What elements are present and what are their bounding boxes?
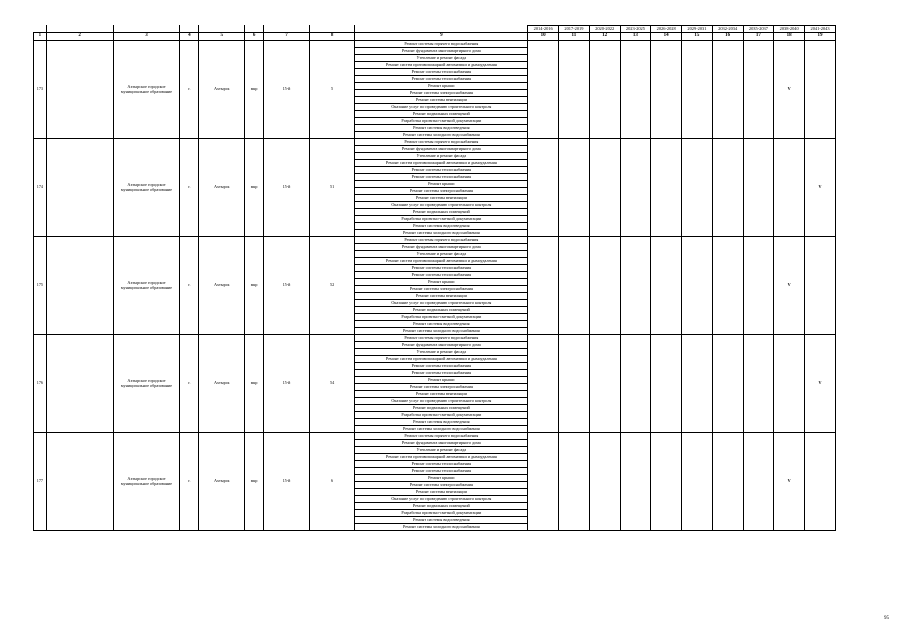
- period-cell: [743, 335, 774, 433]
- municipality-name: Ахтырское городское муниципальное образование: [113, 237, 180, 335]
- work-type: Утепление и ремонт фасада: [355, 55, 528, 62]
- period-cell: [651, 41, 682, 139]
- column-number: 18: [774, 33, 805, 41]
- locality-name: Ахтырск: [199, 41, 245, 139]
- period-cell: [528, 335, 559, 433]
- period-mark: V: [774, 433, 805, 531]
- work-type: Оказание услуг по проведению строительного контроля: [355, 300, 528, 307]
- locality-name: Ахтырск: [199, 139, 245, 237]
- work-type: Ремонт системы холодного водоснабжения: [355, 230, 528, 237]
- header-blank-cell: [245, 26, 264, 33]
- work-type: Ремонт системы вентиляции: [355, 489, 528, 496]
- period-cell: [559, 237, 590, 335]
- work-type: Ремонт системы водоотведения: [355, 419, 528, 426]
- period-mark: V: [805, 139, 836, 237]
- work-type: Утепление и ремонт фасада: [355, 349, 528, 356]
- work-type: Ремонт крыши: [355, 475, 528, 482]
- work-type: Ремонт подвальных помещений: [355, 209, 528, 216]
- work-type: Ремонт фундамента многоквартирного дома: [355, 146, 528, 153]
- work-type: Ремонт системы электроснабжения: [355, 482, 528, 489]
- period-cell: [528, 41, 559, 139]
- column-number: 13: [620, 33, 651, 41]
- house-number: 5: [309, 41, 355, 139]
- street-name: 15-й: [264, 41, 310, 139]
- header-blank-cell: [309, 26, 355, 33]
- street-type: мкр: [245, 41, 264, 139]
- work-type: Ремонт системы электроснабжения: [355, 286, 528, 293]
- locality-type: г.: [180, 237, 199, 335]
- header-blank-cell: [264, 26, 310, 33]
- period-header: 2014-2016: [528, 26, 559, 33]
- period-header: 2032-2034: [712, 26, 743, 33]
- period-cell: [712, 41, 743, 139]
- period-cell: [559, 139, 590, 237]
- locality-type: г.: [180, 139, 199, 237]
- row-number: 177: [34, 433, 47, 531]
- period-cell: [682, 335, 713, 433]
- period-cell: [712, 139, 743, 237]
- header-blank-cell: [180, 26, 199, 33]
- work-type: Ремонт системы горячего водоснабжения: [355, 237, 528, 244]
- locality-name: Ахтырск: [199, 433, 245, 531]
- period-cell: [620, 139, 651, 237]
- street-name: 15-й: [264, 237, 310, 335]
- period-cell: [712, 237, 743, 335]
- period-cell: [682, 139, 713, 237]
- street-name: 15-й: [264, 335, 310, 433]
- period-cell: [651, 237, 682, 335]
- row-number: 176: [34, 335, 47, 433]
- empty-cell: [46, 433, 113, 531]
- period-cell: [528, 139, 559, 237]
- empty-cell: [46, 139, 113, 237]
- column-number: 11: [559, 33, 590, 41]
- street-type: мкр: [245, 237, 264, 335]
- work-type: Ремонт системы водоотведения: [355, 517, 528, 524]
- period-cell: [805, 237, 836, 335]
- work-type: Разработка проектно-сметной документации: [355, 314, 528, 321]
- work-type: Ремонт системы теплоснабжения: [355, 468, 528, 475]
- period-header: 2038-2040: [774, 26, 805, 33]
- street-name: 15-й: [264, 139, 310, 237]
- locality-name: Ахтырск: [199, 335, 245, 433]
- work-type: Разработка проектно-сметной документации: [355, 412, 528, 419]
- work-type: Ремонт подвальных помещений: [355, 405, 528, 412]
- house-number: 51: [309, 139, 355, 237]
- column-number: 8: [309, 33, 355, 41]
- period-cell: [559, 41, 590, 139]
- period-cell: [774, 139, 805, 237]
- period-cell: [620, 41, 651, 139]
- work-type: Ремонт системы вентиляции: [355, 195, 528, 202]
- work-type: Разработка проектно-сметной документации: [355, 216, 528, 223]
- work-type: Ремонт крыши: [355, 377, 528, 384]
- column-number: 16: [712, 33, 743, 41]
- page-number: 95: [884, 616, 889, 621]
- column-number: 2: [46, 33, 113, 41]
- column-number: 4: [180, 33, 199, 41]
- work-type: Оказание услуг по проведению строительного контроля: [355, 202, 528, 209]
- period-cell: [682, 237, 713, 335]
- period-cell: [743, 41, 774, 139]
- row-number: 175: [34, 237, 47, 335]
- table-row: [34, 237, 836, 244]
- period-cell: [805, 433, 836, 531]
- work-type: Ремонт системы горячего водоснабжения: [355, 335, 528, 342]
- locality-type: г.: [180, 433, 199, 531]
- period-cell: [651, 433, 682, 531]
- period-cell: [682, 41, 713, 139]
- period-header: 2035-2037: [743, 26, 774, 33]
- period-cell: [620, 335, 651, 433]
- work-type: Ремонт систем противопожарной автоматики и дымоудаления: [355, 160, 528, 167]
- work-type: Ремонт системы холодного водоснабжения: [355, 426, 528, 433]
- period-cell: [712, 433, 743, 531]
- work-type: Ремонт подвальных помещений: [355, 111, 528, 118]
- period-cell: [589, 139, 620, 237]
- period-cell: [589, 335, 620, 433]
- work-type: Ремонт системы теплоснабжения: [355, 363, 528, 370]
- street-name: 15-й: [264, 433, 310, 531]
- period-cell: [682, 433, 713, 531]
- work-type: Ремонт системы теплоснабжения: [355, 265, 528, 272]
- work-type: Ремонт крыши: [355, 83, 528, 90]
- work-type: Ремонт систем противопожарной автоматики и дымоудаления: [355, 258, 528, 265]
- period-cell: [528, 237, 559, 335]
- locality-type: г.: [180, 335, 199, 433]
- work-type: Ремонт системы водоотведения: [355, 223, 528, 230]
- period-cell: [559, 335, 590, 433]
- work-type: Ремонт системы теплоснабжения: [355, 76, 528, 83]
- period-cell: [620, 237, 651, 335]
- work-type: Ремонт системы горячего водоснабжения: [355, 41, 528, 48]
- work-type: Ремонт системы теплоснабжения: [355, 174, 528, 181]
- work-type: Ремонт подвальных помещений: [355, 503, 528, 510]
- period-cell: [528, 433, 559, 531]
- work-type: Ремонт системы холодного водоснабжения: [355, 328, 528, 335]
- period-cell: [559, 433, 590, 531]
- empty-cell: [46, 335, 113, 433]
- period-header: 2041-2043: [805, 26, 836, 33]
- column-number: 19: [805, 33, 836, 41]
- work-type: Ремонт систем противопожарной автоматики и дымоудаления: [355, 62, 528, 69]
- work-type: Оказание услуг по проведению строительного контроля: [355, 104, 528, 111]
- work-type: Ремонт системы холодного водоснабжения: [355, 524, 528, 531]
- period-header: 2020-2022: [589, 26, 620, 33]
- period-cell: [651, 139, 682, 237]
- work-type: Ремонт системы холодного водоснабжения: [355, 132, 528, 139]
- municipality-name: Ахтырское городское муниципальное образование: [113, 433, 180, 531]
- work-type: Ремонт системы вентиляции: [355, 293, 528, 300]
- work-type: Ремонт фундамента многоквартирного дома: [355, 342, 528, 349]
- work-type: Ремонт системы электроснабжения: [355, 188, 528, 195]
- period-cell: [743, 433, 774, 531]
- locality-name: Ахтырск: [199, 237, 245, 335]
- column-number: 17: [743, 33, 774, 41]
- work-type: Ремонт системы теплоснабжения: [355, 370, 528, 377]
- column-number: 3: [113, 33, 180, 41]
- period-header-row: [34, 26, 836, 33]
- work-type: Ремонт фундамента многоквартирного дома: [355, 440, 528, 447]
- table-row: [34, 139, 836, 146]
- period-mark: V: [774, 41, 805, 139]
- period-cell: [589, 41, 620, 139]
- column-number: 12: [589, 33, 620, 41]
- table-row: [34, 335, 836, 342]
- row-number: 174: [34, 139, 47, 237]
- column-number: 5: [199, 33, 245, 41]
- work-type: Ремонт системы теплоснабжения: [355, 69, 528, 76]
- work-type: Ремонт системы водоотведения: [355, 125, 528, 132]
- municipality-name: Ахтырское городское муниципальное образование: [113, 139, 180, 237]
- work-type: Ремонт подвальных помещений: [355, 307, 528, 314]
- column-number: 15: [682, 33, 713, 41]
- column-number: 6: [245, 33, 264, 41]
- period-cell: [743, 237, 774, 335]
- table-row: [34, 433, 836, 440]
- period-cell: [589, 237, 620, 335]
- municipality-name: Ахтырское городское муниципальное образование: [113, 335, 180, 433]
- house-number: 52: [309, 237, 355, 335]
- work-type: Оказание услуг по проведению строительного контроля: [355, 398, 528, 405]
- row-number: 173: [34, 41, 47, 139]
- period-cell: [805, 41, 836, 139]
- house-number: 6: [309, 433, 355, 531]
- locality-type: г.: [180, 41, 199, 139]
- work-type: Ремонт системы вентиляции: [355, 97, 528, 104]
- work-type: Ремонт систем противопожарной автоматики и дымоудаления: [355, 454, 528, 461]
- header-blank-cell: [355, 26, 528, 33]
- column-number: 14: [651, 33, 682, 41]
- work-type: Ремонт системы электроснабжения: [355, 384, 528, 391]
- period-cell: [743, 139, 774, 237]
- period-cell: [712, 335, 743, 433]
- house-number: 54: [309, 335, 355, 433]
- work-type: Ремонт системы горячего водоснабжения: [355, 139, 528, 146]
- table-body: [34, 26, 836, 531]
- work-type: Ремонт системы теплоснабжения: [355, 461, 528, 468]
- work-type: Ремонт крыши: [355, 181, 528, 188]
- empty-cell: [46, 41, 113, 139]
- work-type: Ремонт системы теплоснабжения: [355, 272, 528, 279]
- work-type: Ремонт системы водоотведения: [355, 321, 528, 328]
- work-type: Разработка проектно-сметной документации: [355, 118, 528, 125]
- table-row: [34, 41, 836, 48]
- header-blank-cell: [34, 26, 47, 33]
- column-number: 7: [264, 33, 310, 41]
- period-header: 2017-2019: [559, 26, 590, 33]
- street-type: мкр: [245, 139, 264, 237]
- header-blank-cell: [113, 26, 180, 33]
- work-type: Ремонт фундамента многоквартирного дома: [355, 244, 528, 251]
- work-type: Ремонт системы вентиляции: [355, 391, 528, 398]
- column-number: 9: [355, 33, 528, 41]
- column-number-row: [34, 33, 836, 41]
- work-type: Утепление и ремонт фасада: [355, 447, 528, 454]
- period-mark: V: [774, 237, 805, 335]
- period-cell: [589, 433, 620, 531]
- column-number: 1: [34, 33, 47, 41]
- work-type: Утепление и ремонт фасада: [355, 153, 528, 160]
- work-type: Ремонт систем противопожарной автоматики и дымоудаления: [355, 356, 528, 363]
- period-mark: V: [805, 335, 836, 433]
- work-type: Ремонт крыши: [355, 279, 528, 286]
- period-header: 2029-2031: [682, 26, 713, 33]
- period-header: 2026-2028: [651, 26, 682, 33]
- period-cell: [651, 335, 682, 433]
- work-type: Ремонт фундамента многоквартирного дома: [355, 48, 528, 55]
- work-type: Утепление и ремонт фасада: [355, 251, 528, 258]
- work-type: Оказание услуг по проведению строительного контроля: [355, 496, 528, 503]
- empty-cell: [46, 237, 113, 335]
- header-blank-cell: [46, 26, 113, 33]
- work-type: Разработка проектно-сметной документации: [355, 510, 528, 517]
- street-type: мкр: [245, 433, 264, 531]
- period-cell: [620, 433, 651, 531]
- repair-schedule-table: [33, 25, 836, 531]
- work-type: Ремонт системы теплоснабжения: [355, 167, 528, 174]
- municipality-name: Ахтырское городское муниципальное образование: [113, 41, 180, 139]
- work-type: Ремонт системы горячего водоснабжения: [355, 433, 528, 440]
- street-type: мкр: [245, 335, 264, 433]
- header-blank-cell: [199, 26, 245, 33]
- period-cell: [774, 335, 805, 433]
- period-header: 2023-2025: [620, 26, 651, 33]
- column-number: 10: [528, 33, 559, 41]
- work-type: Ремонт системы электроснабжения: [355, 90, 528, 97]
